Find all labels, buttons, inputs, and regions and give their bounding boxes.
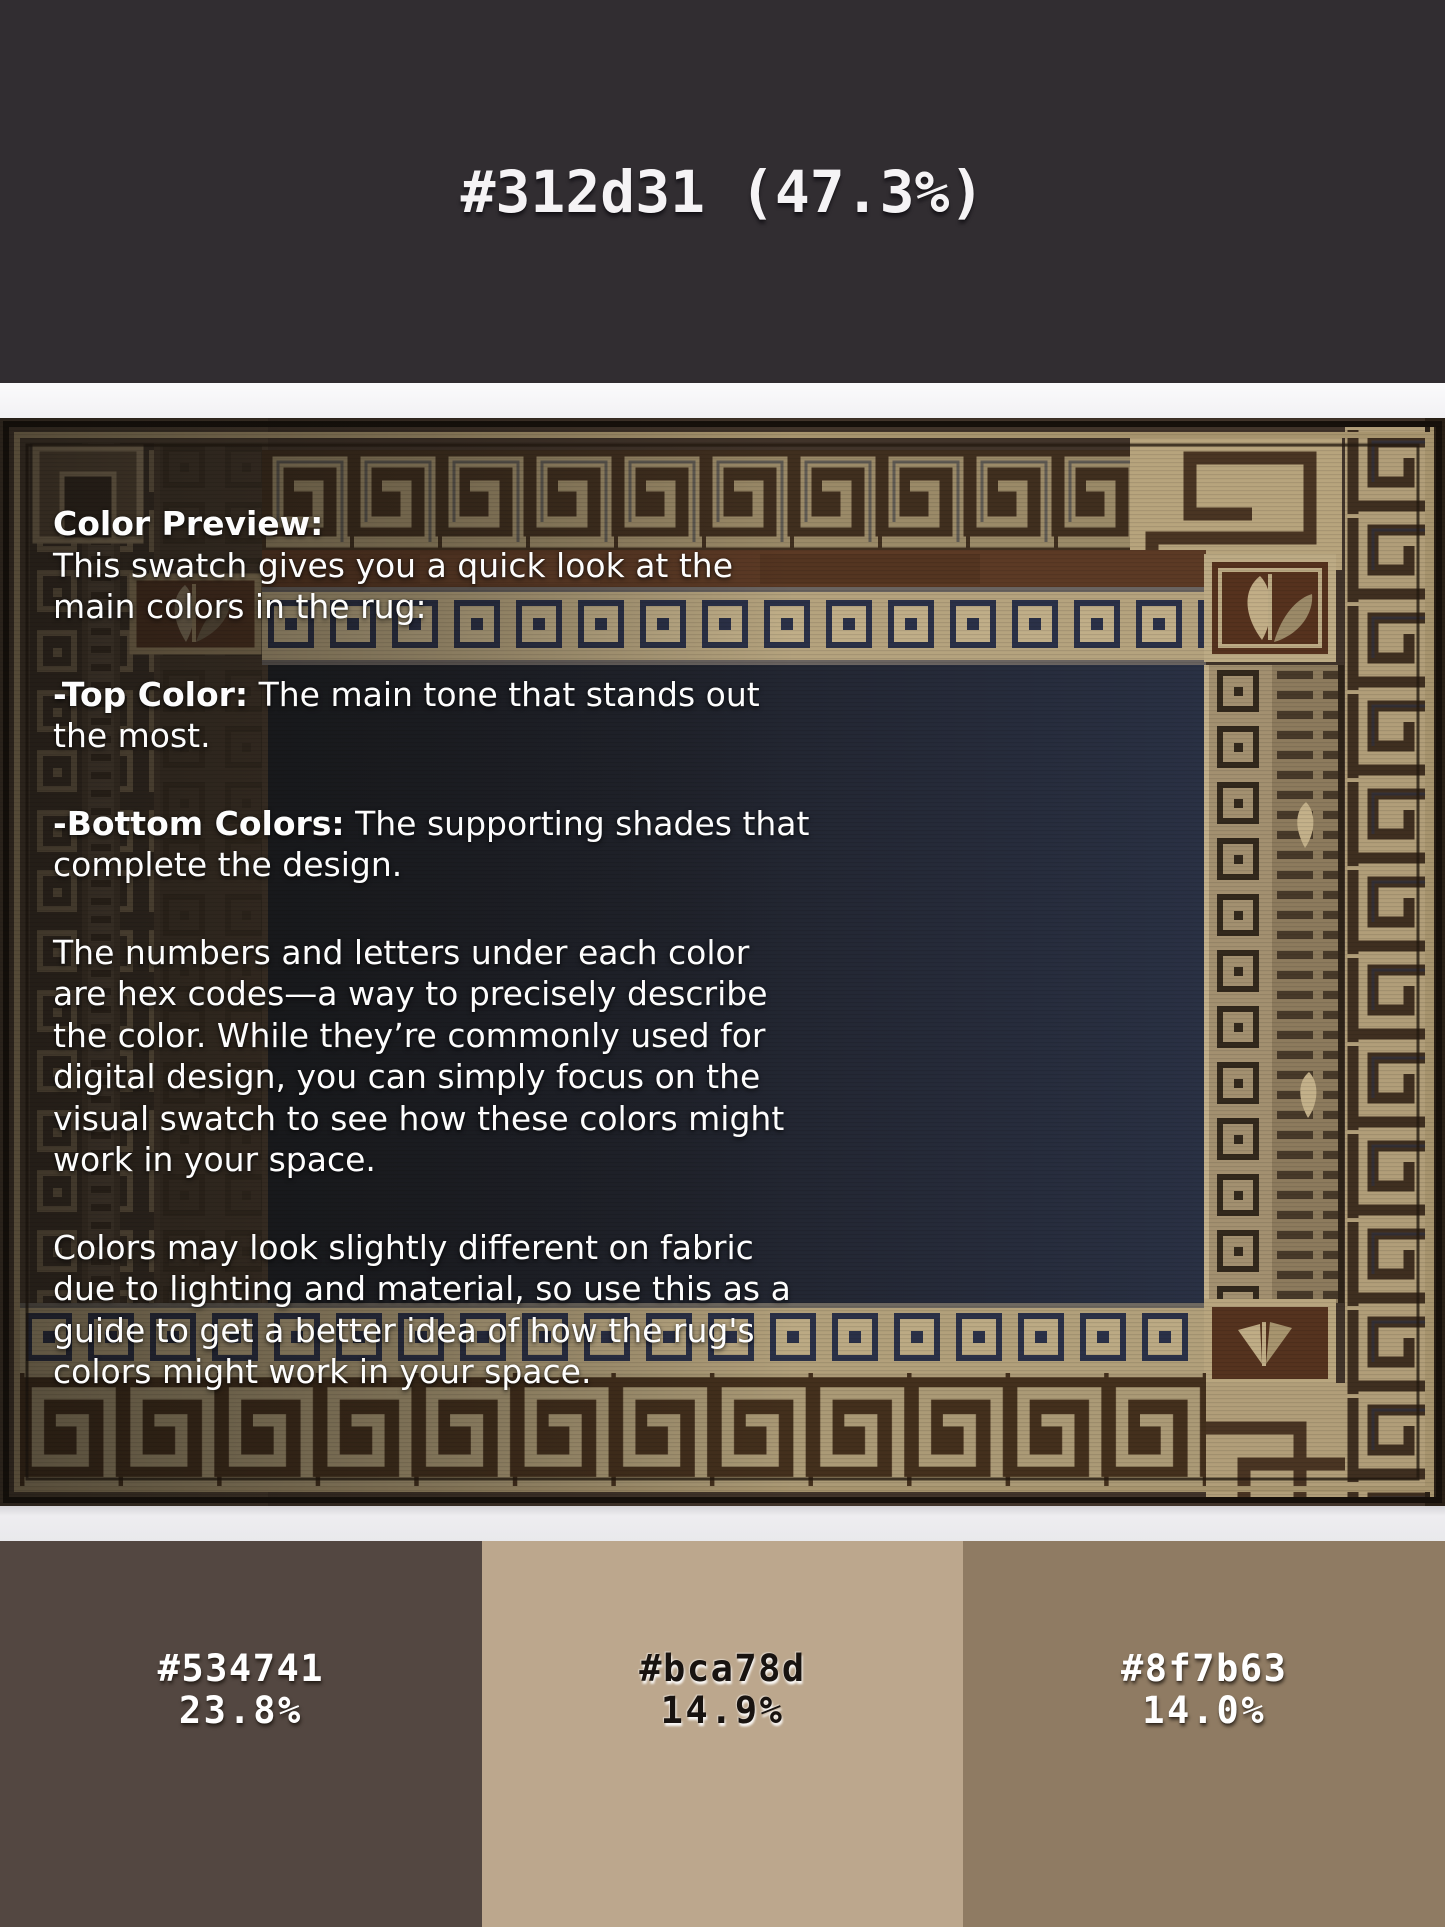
swatch-percentage: 14.0% <box>1142 1689 1267 1732</box>
swatch-percentage: 23.8% <box>178 1689 303 1732</box>
swatch-percentage: 14.9% <box>660 1689 785 1732</box>
dominant-color-banner <box>0 0 1445 383</box>
divider-band-bottom <box>0 1506 1445 1541</box>
color-swatch <box>482 1541 964 1927</box>
rug-photo <box>0 418 1445 1506</box>
bottom-swatch-row <box>0 1541 1445 1927</box>
overlay-paragraph: The numbers and letters under each color are hex codes—a way to precisely describe the color. While they’re commonly used for digital design, you can simply focus on the visual swatch to see how these colors might work in your space. <box>53 932 785 1179</box>
overlay-paragraph: -Bottom Colors: The supporting shades that complete the design. <box>53 803 810 884</box>
swatch-hex-code: #bca78d <box>639 1647 806 1690</box>
dominant-color-label: #312d31 (47.3%) <box>460 157 985 226</box>
color-preview-overlay <box>53 503 813 1393</box>
swatch-hex-code: #534741 <box>157 1647 325 1690</box>
overlay-paragraph: -Top Color: The main tone that stands out the most. <box>53 674 760 755</box>
divider-band-top <box>0 383 1445 418</box>
color-swatch <box>0 1541 482 1927</box>
overlay-paragraph: Colors may look slightly different on fabric due to lighting and material, so use this as a guide to get a better idea of how the rug's colors might work in your space. <box>53 1227 791 1391</box>
overlay-paragraph: Color Preview: This swatch gives you a quick look at the main colors in the rug: <box>53 504 734 626</box>
color-swatch <box>963 1541 1445 1927</box>
swatch-hex-code: #8f7b63 <box>1120 1647 1288 1690</box>
